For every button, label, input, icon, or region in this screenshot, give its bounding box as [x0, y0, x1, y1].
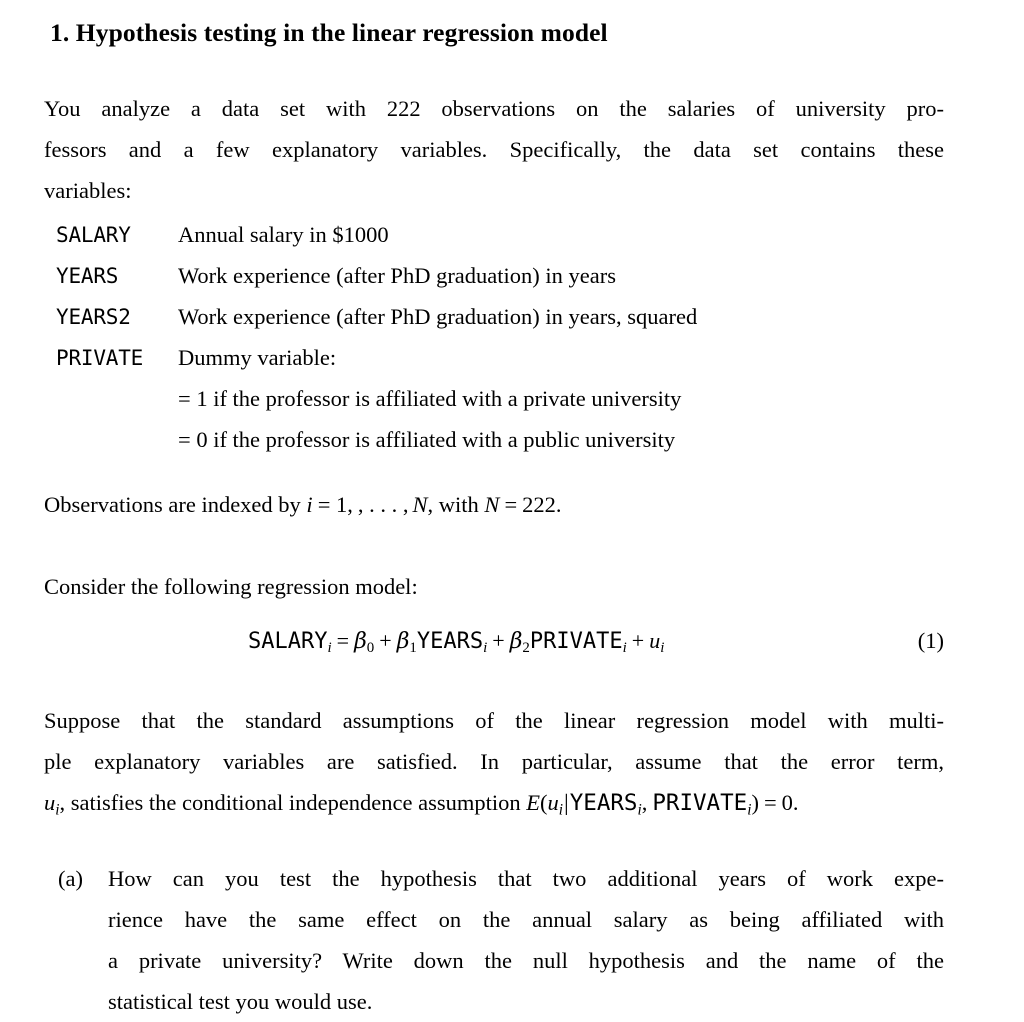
expectation-condition-private-subscript: i: [747, 801, 752, 819]
sample-size-variable-n-2: N: [484, 492, 500, 517]
question-a-line-4: statistical test you would use.: [108, 989, 373, 1014]
index-variable-i: i: [306, 492, 313, 517]
expectation-condition-private: PRIVATE: [652, 790, 748, 816]
beta-2-subscript: 2: [522, 640, 530, 657]
question-a-line-1: How can you test the hypothesis that two additional years of work expe-: [108, 866, 944, 891]
beta-2: β: [509, 629, 523, 654]
beta-1-subscript: 1: [409, 640, 417, 657]
equation-term-private-subscript: i: [622, 640, 627, 657]
question-item-a: [58, 858, 944, 1022]
intro-paragraph: [44, 88, 944, 211]
equation-plus-3: +: [631, 628, 645, 653]
regression-equation: [248, 628, 665, 657]
expectation-open-paren: (: [540, 790, 548, 815]
expectation-given-bar: |: [564, 790, 569, 816]
variable-row: [56, 263, 946, 304]
intro-line-2: fessors and a few explanatory variables. Specifically, the data set contains these: [44, 137, 944, 162]
expectation-operator: E: [526, 790, 541, 815]
equation-term-years-subscript: i: [483, 640, 488, 657]
assumptions-line-2: ple explanatory variables are satisfied. In particular, assume that the error term,: [44, 749, 944, 774]
variable-name: PRIVATE: [56, 346, 144, 370]
observations-eq1: = 1,: [317, 492, 353, 517]
dummy-case-private: = 1 if the professor is affiliated with a private university: [178, 386, 682, 411]
variable-description: Work experience (after PhD graduation) in years, squared: [178, 304, 698, 329]
intro-line-3: variables:: [44, 178, 132, 203]
equation-plus-1: +: [379, 628, 392, 653]
variable-name: SALARY: [56, 223, 131, 247]
expectation-equals: =: [763, 790, 777, 815]
assumptions-line-3-text: , satisfies the conditional independence assumption: [59, 790, 527, 815]
equation-term-years: YEARS: [416, 629, 484, 654]
assumptions-paragraph: [44, 700, 944, 824]
expectation-value: 0: [781, 790, 793, 815]
question-a-line-3: a private university? Write down the null hypothesis and the name of the: [108, 948, 944, 973]
observations-index-line: [44, 484, 944, 525]
variable-definition-list: [56, 222, 946, 468]
observations-prefix: Observations are indexed by: [44, 492, 307, 517]
expectation-close-paren: ): [751, 790, 759, 815]
variable-row: [56, 345, 946, 386]
expectation-argument: u: [547, 790, 559, 815]
variable-description: Dummy variable:: [178, 345, 337, 370]
expectation-comma: ,: [641, 790, 648, 815]
variable-description: Annual salary in $1000: [178, 222, 389, 247]
equation-lhs-subscript: i: [327, 640, 332, 657]
variable-row: [56, 304, 946, 345]
beta-0: β: [354, 629, 367, 654]
expectation-argument-subscript: i: [558, 801, 564, 819]
error-term-variable: u: [44, 790, 56, 815]
observations-period: .: [555, 492, 562, 517]
variable-row: [56, 222, 946, 263]
question-a-line-2: rience have the same effect on the annual salary as being affiliated with: [108, 907, 944, 932]
expectation-condition-years-subscript: i: [637, 801, 642, 819]
sample-size-variable-n: N: [412, 492, 428, 517]
equation-plus-2: +: [492, 628, 505, 653]
equation-number: (1): [917, 628, 944, 653]
equation-term-private: PRIVATE: [529, 629, 623, 654]
expectation-period: .: [792, 790, 799, 815]
equation-error-subscript: i: [660, 640, 665, 657]
dummy-case-public: = 0 if the professor is affiliated with a public university: [178, 427, 676, 452]
observations-middle: , with: [427, 492, 485, 517]
beta-0-subscript: 0: [366, 640, 375, 657]
page-title: 1. Hypothesis testing in the linear regression model: [50, 18, 608, 47]
equation-lhs-variable: SALARY: [248, 629, 328, 654]
variable-description: Work experience (after PhD graduation) in years: [178, 263, 617, 288]
consider-model-line: Consider the following regression model:: [44, 574, 418, 599]
beta-1: β: [396, 629, 410, 654]
variable-name: YEARS2: [56, 305, 131, 329]
error-term-subscript: i: [55, 801, 60, 819]
assumptions-line-3: [44, 782, 944, 824]
equation-equals: =: [336, 628, 350, 653]
sample-size-value: 222: [522, 492, 556, 517]
variable-name: YEARS: [56, 264, 119, 288]
conditional-expectation: [526, 790, 799, 819]
equation-error-term: u: [649, 628, 661, 653]
question-label-a: (a): [58, 866, 83, 891]
intro-line-1: You analyze a data set with 222 observations on the salaries of university pro-: [44, 96, 944, 121]
regression-equation-block: [44, 628, 944, 670]
observations-eq2: =: [504, 492, 518, 517]
question-list: [58, 858, 944, 1022]
observations-ellipsis: , . . . ,: [357, 492, 409, 517]
expectation-condition-years: YEARS: [569, 790, 638, 816]
assumptions-line-1: Suppose that the standard assumptions of the linear regression model with multi-: [44, 708, 944, 733]
